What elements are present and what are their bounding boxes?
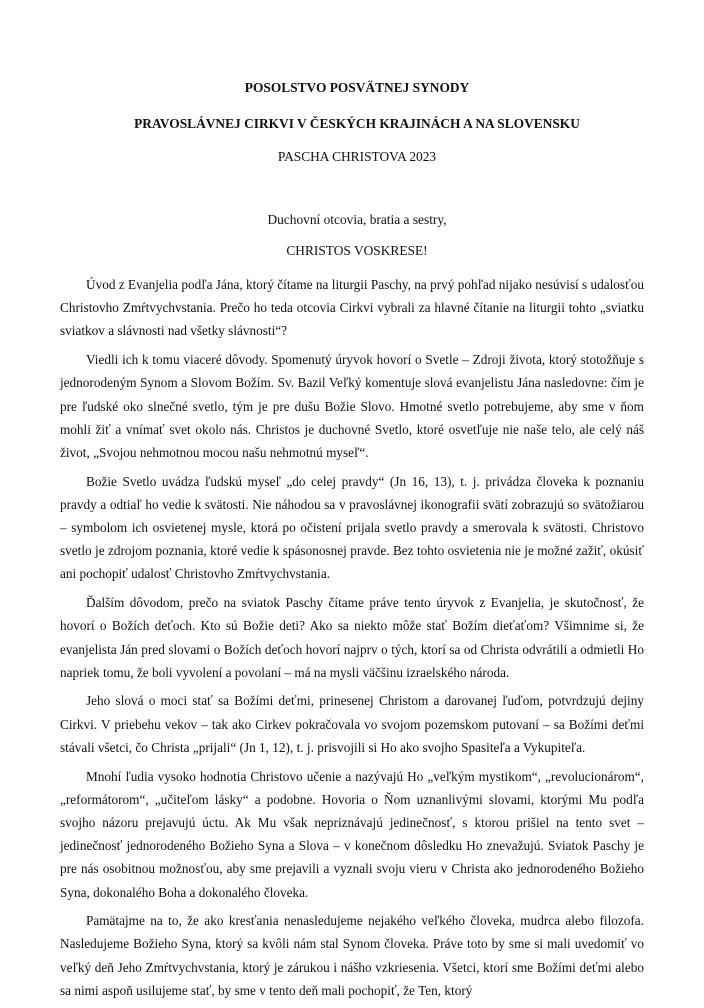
paragraph: Ďalším dôvodom, prečo na sviatok Paschy čítame práve tento úryvok z Evanjelia, je skutočnosť, že hovorí o Božích deťoch. Kto sú Božie deti? Ako sa niekto môže stať Božím dieťaťom? Všimnime si, že evanjelista Ján pred slovami o Božích deťoch hovorí najprv o tých, ktorí sa od Christa odvrátili a odmietli Ho napriek tomu, že boli vyvolení a povolaní – má na mysli väčšinu izraelského národa. [60, 595, 644, 680]
paragraph: Jeho slová o moci stať sa Božími deťmi, prinesenej Christom a darovanej ľuďom, potvrdzujú dejiny Cirkvi. V priebehu vekov – tak ako Cirkev pokračovala vo svojom pozemskom putovaní – sa Božími deťmi stávali všetci, čo Christa „prijali“ (Jn 1, 12), t. j. prisvojili si Ho ako svojho Spasiteľa a Vykupiteľa. [60, 693, 644, 755]
document-title: POSOLSTVO POSVÄTNEJ SYNODY [244, 80, 470, 95]
paragraph: Božie Svetlo uvádza ľudskú myseľ „do celej pravdy“ (Jn 16, 13), t. j. privádza človeka k poznaniu pravdy a odtiaľ ho vedie k svätosti. Nie náhodou sa v pravoslávnej ikonografii svätí zobrazujú so svätožiarou – symbolom ich osvietenej mysle, ktorá po očistení prijala svetlo pravdy a smerovala k svätosti. Christovo svetlo je zdrojom poznania, ktoré vedie k spásonosnej pravde. Bez tohto osvietenia nie je možné zažiť, okúsiť ani pochopiť udalosť Christovho Zmŕtvychvstania. [60, 473, 644, 582]
document-subtitle: PASCHA CHRISTOVA 2023 [277, 149, 437, 164]
paragraph: Viedli ich k tomu viaceré dôvody. Spomenutý úryvok hovorí o Svetle – Zdroji života, ktorý stotožňuje s jednorodeným Synom a Slovom Božím. Sv. Bazil Veľký komentuje slová evanjelistu Jána nasledovne: čím je pre ľudské oko slnečné svetlo, tým je pre dušu Božie Slovo. Hmotné svetlo potrebujeme, aby sme v ňom mohli žiť a vnímať svet okolo nás. Christos je duchovné Svetlo, ktoré osvetľuje nie naše telo, ale celý náš život, „Svojou nehmotnou mocou našu nehmotnú myseľ“. [60, 352, 644, 460]
document-title-secondary: PRAVOSLÁVNEJ CIRKVI V ČESKÝCH KRAJINÁCH A NA SLOVENSKU [134, 116, 580, 131]
body-text [60, 273, 644, 1008]
paragraph: Pamätajme na to, že ako kresťania nenasledujeme nejakého veľkého človeka, mudrca alebo filozofa. Nasledujeme Božieho Syna, ktorý sa kvôli nám stal Synom človeka. Práve toto by sme si mali uvedomiť vo veľký deň Jeho Zmŕtvychvstania, ktorý je zárukou i nášho vzkriesenia. Všetci, ktorí sme Božími deťmi alebo sa nimi aspoň usilujeme stať, by sme v tento deň mali pochopiť, že Ten, ktorý [60, 913, 644, 998]
paschal-greeting: CHRISTOS VOSKRESE! [286, 243, 428, 258]
greeting: Duchovní otcovia, bratia a sestry, [267, 212, 447, 227]
paragraph: Mnohí ľudia vysoko hodnotia Christovo učenie a nazývajú Ho „veľkým mystikom“, „revolucionárom“, „reformátorom“, „učiteľom lásky“ a podobne. Hovoria o Ňom uznanlivými slovami, ktorými Mu podľa svojho názoru prejavujú úctu. Ak Mu však nepriznávajú jedinečnosť, s ktorou prišiel na tento svet – jedinečnosť jednorodeného Božieho Syna a Slova – v konečnom dôsledku Ho znevažujú. Sviatok Paschy je pre nás osobitnou možnosťou, aby sme prejavili a vyznali svoju vieru v Christa ako jednorodeného Božieho Syna, dokonalého Boha a dokonalého človeka. [60, 768, 644, 900]
paragraph: Úvod z Evanjelia podľa Jána, ktorý čítame na liturgii Paschy, na prvý pohľad nijako nesúvisí s udalosťou Christovho Zmŕtvychvstania. Prečo ho teda otcovia Cirkvi vybrali za hlavné čítanie na liturgii tohto „sviatku sviatkov a slávnosti nad všetky slávnosti“? [60, 277, 644, 339]
